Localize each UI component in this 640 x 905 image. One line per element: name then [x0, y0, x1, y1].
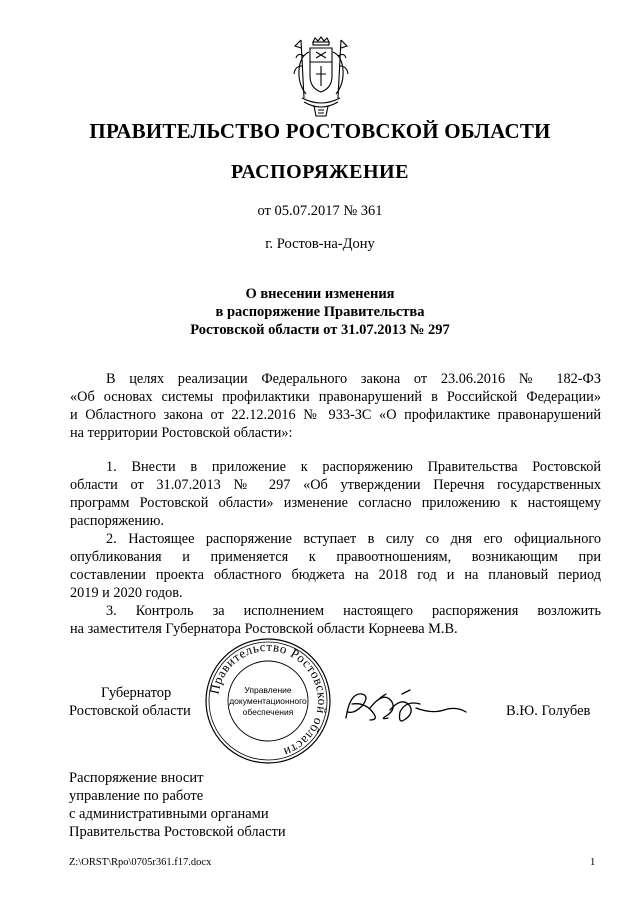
- note-line: управление по работе: [69, 788, 204, 804]
- subject-line: в распоряжение Правительства: [215, 304, 425, 320]
- city: г. Ростов-на-Дону: [265, 236, 375, 252]
- subject-line: О внесении изменения: [245, 286, 395, 302]
- preamble-line: В целях реализации Федерального закона от 23.06.2016 № 182-ФЗ: [106, 371, 601, 387]
- item-2-line: 2. Настоящее распоряжение вступает в силу со дня его официального: [106, 531, 601, 547]
- coat-of-arms-icon: [292, 36, 350, 118]
- item-3-line: на заместителя Губернатора Ростовской области Корнеева М.В.: [70, 621, 458, 637]
- page-number: 1: [590, 857, 596, 868]
- official-seal-icon: [204, 637, 332, 765]
- seal-ring-text: Правительство Ростовской области: [206, 638, 331, 761]
- preamble-line: «Об основах системы профилактики правонарушений в Российской Федерации»: [70, 389, 601, 405]
- note-line: Правительства Ростовской области: [69, 824, 286, 840]
- note-line: Распоряжение вносит: [69, 770, 204, 786]
- seal-center-text: Управление: [244, 685, 292, 695]
- government-title: ПРАВИТЕЛЬСТВО РОСТОВСКОЙ ОБЛАСТИ: [89, 119, 551, 143]
- item-1-line: области от 31.07.2013 № 297 «Об утверждении Перечня государственных: [70, 477, 601, 493]
- signer-position: Губернатор: [101, 685, 172, 701]
- item-1-line: программ Ростовской области» изменение согласно приложению к настоящему: [70, 495, 601, 511]
- document-type: РАСПОРЯЖЕНИЕ: [231, 161, 409, 183]
- subject-line: Ростовской области от 31.07.2013 № 297: [190, 322, 450, 338]
- item-2-line: составлении проекта областного бюджета на 2018 год и на плановый период: [70, 567, 601, 583]
- note-line: с административными органами: [69, 806, 269, 822]
- preamble-line: на территории Ростовской области»:: [70, 425, 293, 441]
- item-3-line: 3. Контроль за исполнением настоящего распоряжения возложить: [106, 603, 601, 619]
- preamble-line: и Областного закона от 22.12.2016 № 933-ЗС «О профилактике правонарушений: [70, 407, 601, 423]
- date-number: от 05.07.2017 № 361: [257, 203, 383, 219]
- item-1-line: 1. Внести в приложение к распоряжению Правительства Ростовской: [106, 459, 601, 475]
- handwritten-signature-icon: [340, 684, 470, 730]
- item-1-line: распоряжению.: [70, 513, 164, 529]
- seal-center-text: документационного: [229, 696, 307, 706]
- signer-position: Ростовской области: [69, 703, 191, 719]
- seal-center-text: обеспечения: [242, 707, 294, 717]
- signer-name: В.Ю. Голубев: [506, 703, 591, 719]
- file-path: Z:\ORST\Rpo\0705r361.f17.docx: [69, 857, 212, 868]
- item-2-line: опубликования и применяется к правоотношениям, возникающим при: [70, 549, 601, 565]
- item-2-line: 2019 и 2020 годов.: [70, 585, 183, 601]
